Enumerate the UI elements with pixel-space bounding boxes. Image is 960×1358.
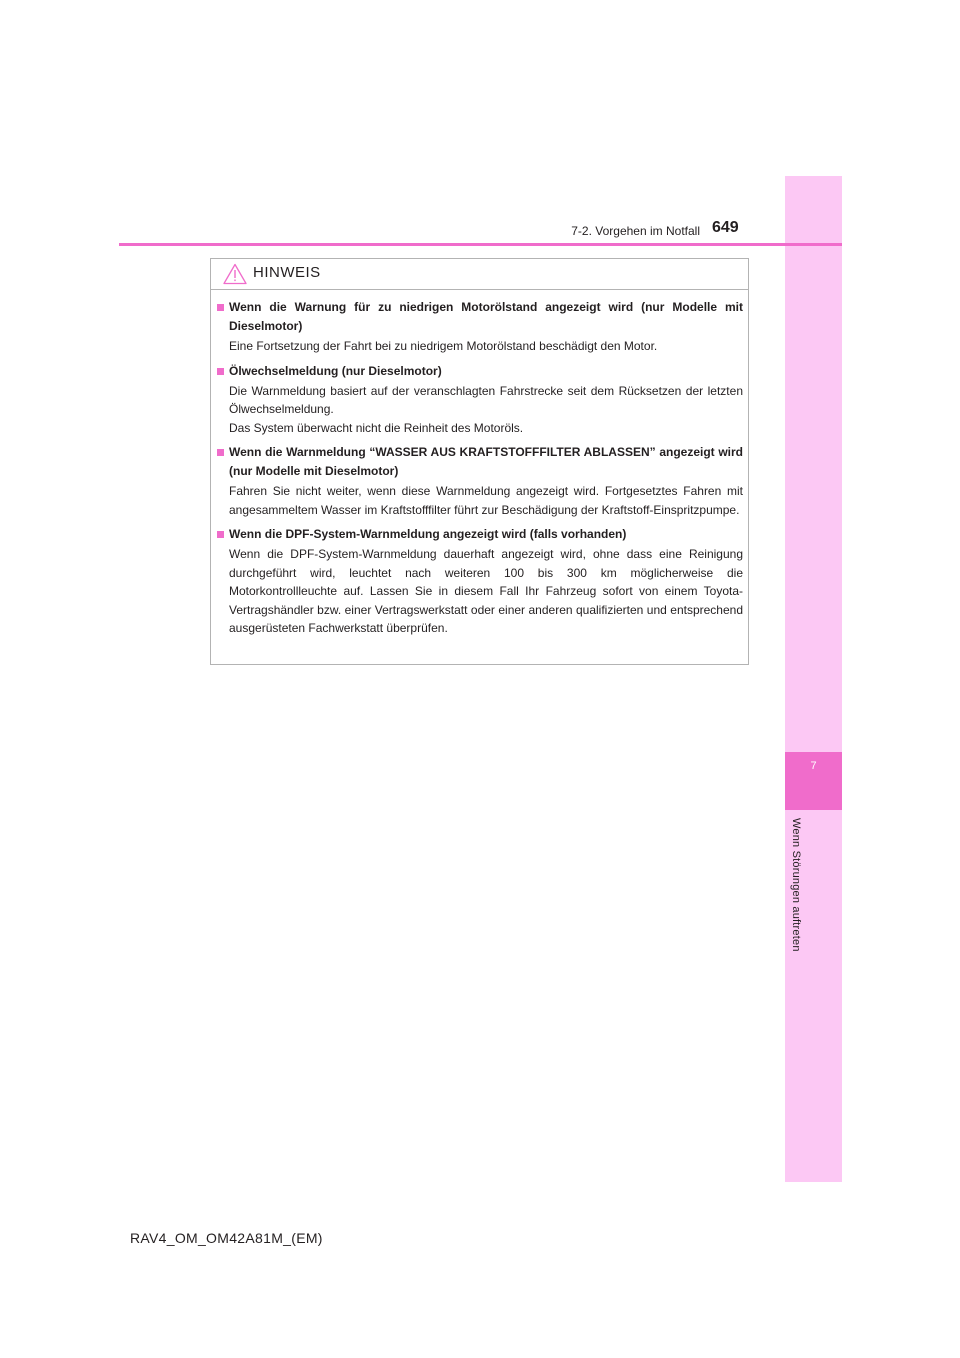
- notice-item-text: Fahren Sie nicht weiter, wenn diese Warnmeldung angezeigt wird. Fortgesetztes Fahren mit angesammeltem Wasser im Kraftstofffilter führt zur Beschädigung der Kraftstoff-Einspritzpumpe.: [229, 484, 743, 517]
- notice-item-heading: Wenn die DPF-System-Warnmeldung angezeigt wird (falls vorhanden): [217, 525, 743, 544]
- header-section-title: 7-2. Vorgehen im Notfall: [571, 224, 700, 238]
- warning-triangle-icon: [223, 263, 247, 285]
- notice-title: HINWEIS: [253, 264, 321, 281]
- notice-item-heading: Ölwechselmeldung (nur Dieselmotor): [217, 362, 743, 381]
- notice-box: [210, 258, 749, 665]
- pink-square-bullet-icon: [217, 531, 224, 538]
- document-code: RAV4_OM_OM42A81M_(EM): [130, 1230, 323, 1246]
- notice-item-text: Eine Fortsetzung der Fahrt bei zu niedrigem Motorölstand beschädigt den Motor.: [229, 339, 658, 353]
- notice-item: [217, 525, 743, 638]
- pink-square-bullet-icon: [217, 304, 224, 311]
- notice-item-text: Die Warnmeldung basiert auf der veranschlagten Fahrstrecke seit dem Rücksetzen der letzten Ölwechselmeldung. Das System überwacht nicht die Reinheit des Motoröls.: [229, 383, 743, 435]
- pink-square-bullet-icon: [217, 449, 224, 456]
- chapter-tab-title: Wenn Störungen auftreten: [790, 818, 802, 952]
- notice-header: [211, 259, 748, 290]
- header-rule: [119, 243, 842, 246]
- notice-item: [217, 362, 743, 438]
- notice-item: [217, 298, 743, 356]
- chapter-side-tab: [785, 176, 842, 1182]
- chapter-tab-number: 7: [810, 760, 817, 772]
- page-number: 649: [712, 219, 739, 236]
- notice-item-heading: Wenn die Warnung für zu niedrigen Motorölstand angezeigt wird (nur Modelle mit Dieselmotor): [217, 298, 743, 336]
- notice-body: [217, 298, 743, 644]
- notice-item-heading: Wenn die Warnmeldung “WASSER AUS KRAFTSTOFFFILTER ABLASSEN” angezeigt wird (nur Modelle mit Dieselmotor): [217, 443, 743, 481]
- pink-square-bullet-icon: [217, 368, 224, 375]
- notice-item: [217, 443, 743, 519]
- notice-item-text: Wenn die DPF-System-Warnmeldung dauerhaft angezeigt wird, ohne dass eine Reinigung durchgeführt wird, leuchtet nach weiteren 100 bis 300 km möglicherweise die Motorkontrollleuchte auf. Lassen Sie in diesem Fall Ihr Fahrzeug sofort von einem Toyota-Vertragshändler bzw. einer Vertragswerkstatt oder einer anderen qualifizierten und entsprechend ausgerüsteten Fachwerkstatt überprüfen.: [229, 547, 743, 635]
